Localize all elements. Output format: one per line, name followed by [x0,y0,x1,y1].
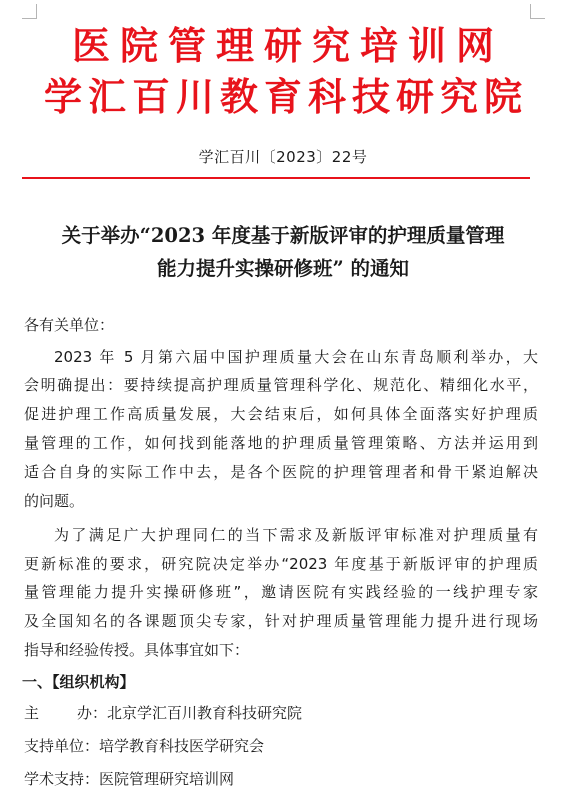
support-row [24,735,264,756]
paragraph-2-line: 更新标准的要求，研究院决定举办“2023 年度基于新版评审的护理质 [24,555,538,573]
page-corner-mark-top-right [530,4,545,19]
paragraph-2-line: 指导和经验传授。具体事宜如下： [24,641,250,659]
paragraph-2-line: 及全国知名的各课题顶尖专家，针对护理质量管理能力提升进行现场 [24,612,538,630]
support-value: 培学教育科技医学研究会 [99,737,265,755]
paragraph-1-line: 会明确提出：要持续提高护理质量管理科学化、规范化、精细化水平， [24,376,538,394]
salutation: 各有关单位： [24,316,115,334]
host-colon: ： [92,704,108,722]
host-row [24,702,302,723]
academic-support-row [24,768,234,789]
paragraph-1-line: 的问题。 [24,492,85,510]
page-corner-mark-top-left [22,4,37,19]
paragraph-1-line: 促进护理工作高质量发展，大会结束后，如何具体全面落实好护理质 [24,405,538,423]
paragraph-2-line: 为了满足广大护理同仁的当下需求及新版评审标准对护理质量有 [54,526,538,544]
paragraph-2-line: 量管理能力提升实操研修班”，邀请医院有实践经验的一线护理专家 [24,583,538,601]
letterhead-line-2: 学汇百川教育科技研究院 [43,74,528,119]
section-heading-organization: 一、【组织机构】 [22,673,135,691]
notice-title-line-1: 关于举办“2023 年度基于新版评审的护理质量管理 [61,224,505,247]
paragraph-1-line: 2023 年 5 月第六届中国护理质量大会在山东青岛顺利举办，大 [54,348,538,366]
host-value: 北京学汇百川教育科技研究院 [107,704,303,722]
host-label: 主办 [24,704,92,722]
academic-support-value: 医院管理研究培训网 [99,770,235,788]
notice-title-line-2: 能力提升实操研修班” 的通知 [156,257,409,280]
red-divider [22,177,530,179]
academic-support-label: 学术支持： [24,770,100,788]
support-label: 支持单位： [24,737,100,755]
paragraph-1-line: 适合自身的实际工作中去，是各个医院的护理管理者和骨干紧迫解决 [24,463,538,481]
letterhead-line-1: 医院管理研究培训网 [71,23,504,68]
paragraph-1-line: 量管理的工作，如何找到能落地的护理质量管理策略、方法并运用到 [24,434,538,452]
document-number: 学汇百川〔2023〕22号 [198,148,368,166]
